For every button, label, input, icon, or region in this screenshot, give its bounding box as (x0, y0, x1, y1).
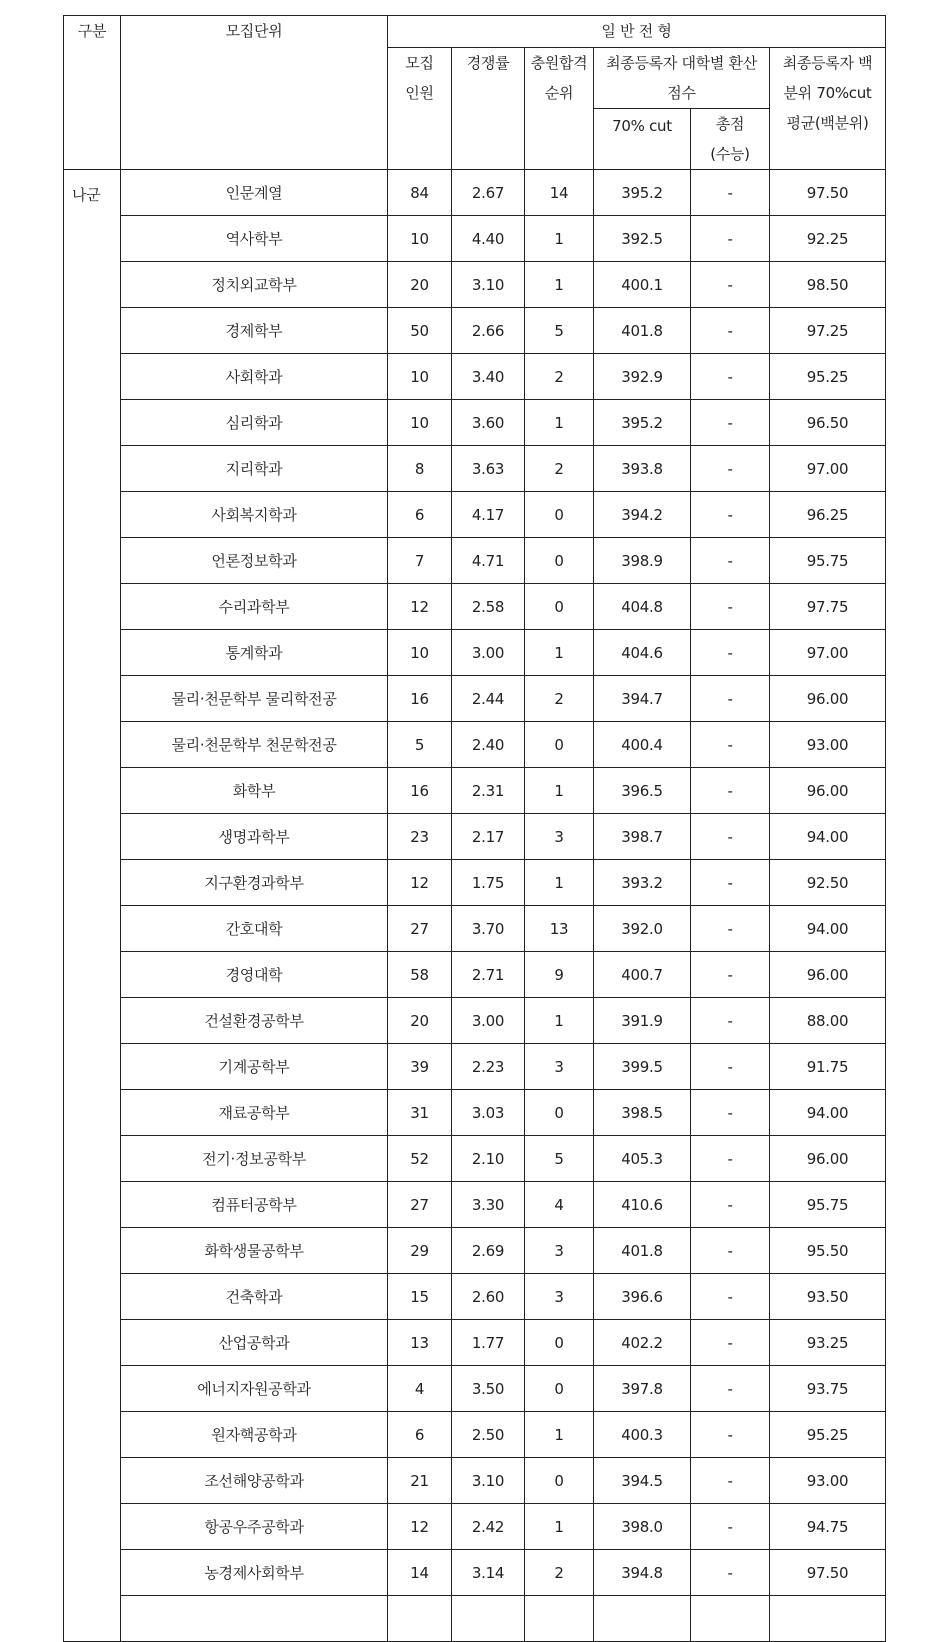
cell-percentile: 94.00 (770, 1090, 886, 1136)
cell-score-cut70: 410.6 (594, 1182, 691, 1228)
cell-percentile: 95.75 (770, 1182, 886, 1228)
cell-empty (594, 1596, 691, 1642)
cell-score-total: - (691, 216, 770, 262)
cell-empty (452, 1596, 525, 1642)
cell-rank: 3 (525, 814, 594, 860)
cell-score-total: - (691, 814, 770, 860)
cell-score-cut70: 394.8 (594, 1550, 691, 1596)
cell-ratio: 4.17 (452, 492, 525, 538)
cell-score-cut70: 398.7 (594, 814, 691, 860)
table-row (64, 1320, 886, 1366)
cell-score-total: - (691, 1366, 770, 1412)
cell-quota: 52 (388, 1136, 452, 1182)
cell-percentile: 97.50 (770, 1550, 886, 1596)
table-row (64, 1044, 886, 1090)
header-rank: 충원합격 순위 (525, 48, 594, 170)
cell-unit: 전기·정보공학부 (121, 1136, 388, 1182)
cell-unit: 에너지자원공학과 (121, 1366, 388, 1412)
cell-ratio: 2.31 (452, 768, 525, 814)
cell-percentile: 95.25 (770, 354, 886, 400)
header-total: 총점 (수능) (691, 109, 770, 170)
table-row (64, 630, 886, 676)
cell-score-cut70: 391.9 (594, 998, 691, 1044)
cell-score-cut70: 394.7 (594, 676, 691, 722)
table-row (64, 216, 886, 262)
table-row (64, 1274, 886, 1320)
table-row (64, 998, 886, 1044)
cell-unit: 재료공학부 (121, 1090, 388, 1136)
cell-rank: 0 (525, 1458, 594, 1504)
cell-score-total: - (691, 538, 770, 584)
table-row (64, 1504, 886, 1550)
cell-unit: 간호대학 (121, 906, 388, 952)
cell-unit: 사회학과 (121, 354, 388, 400)
cell-rank: 1 (525, 768, 594, 814)
cell-rank: 1 (525, 998, 594, 1044)
cell-percentile: 93.00 (770, 1458, 886, 1504)
cell-unit: 경제학부 (121, 308, 388, 354)
header-general: 일 반 전 형 (388, 16, 886, 48)
cell-rank: 2 (525, 354, 594, 400)
cell-percentile: 95.50 (770, 1228, 886, 1274)
cell-rank: 13 (525, 906, 594, 952)
cell-quota: 84 (388, 170, 452, 216)
cell-score-cut70: 393.8 (594, 446, 691, 492)
cell-unit: 산업공학과 (121, 1320, 388, 1366)
cell-percentile: 97.50 (770, 170, 886, 216)
cell-quota: 10 (388, 216, 452, 262)
cell-rank: 9 (525, 952, 594, 998)
header-quota: 모집 인원 (388, 48, 452, 170)
cell-score-total: - (691, 1044, 770, 1090)
cell-unit: 지구환경과학부 (121, 860, 388, 906)
cell-unit: 건축학과 (121, 1274, 388, 1320)
cell-score-total: - (691, 860, 770, 906)
cell-percentile: 93.00 (770, 722, 886, 768)
cell-rank: 0 (525, 1090, 594, 1136)
cell-quota: 8 (388, 446, 452, 492)
cell-score-total: - (691, 1320, 770, 1366)
cell-score-total: - (691, 1228, 770, 1274)
table-row (64, 1458, 886, 1504)
cell-ratio: 2.69 (452, 1228, 525, 1274)
cell-rank: 3 (525, 1044, 594, 1090)
cell-percentile: 94.00 (770, 814, 886, 860)
admission-results-table (63, 15, 886, 1642)
table-row (64, 906, 886, 952)
cell-ratio: 2.17 (452, 814, 525, 860)
cell-rank: 0 (525, 1320, 594, 1366)
cell-quota: 16 (388, 768, 452, 814)
cell-empty (691, 1596, 770, 1642)
cell-ratio: 3.70 (452, 906, 525, 952)
cell-rank: 2 (525, 1550, 594, 1596)
cell-score-cut70: 392.0 (594, 906, 691, 952)
cell-quota: 20 (388, 262, 452, 308)
cell-quota: 31 (388, 1090, 452, 1136)
cell-rank: 1 (525, 1412, 594, 1458)
cell-ratio: 3.10 (452, 1458, 525, 1504)
cell-percentile: 96.00 (770, 952, 886, 998)
cell-ratio: 2.66 (452, 308, 525, 354)
cell-rank: 1 (525, 860, 594, 906)
cell-ratio: 3.00 (452, 998, 525, 1044)
cell-quota: 12 (388, 1504, 452, 1550)
cell-score-total: - (691, 906, 770, 952)
cell-quota: 5 (388, 722, 452, 768)
cell-rank: 0 (525, 538, 594, 584)
cell-unit: 경영대학 (121, 952, 388, 998)
cell-score-total: - (691, 998, 770, 1044)
cell-score-total: - (691, 1090, 770, 1136)
cell-percentile: 96.25 (770, 492, 886, 538)
table-row (64, 1366, 886, 1412)
cell-unit: 사회복지학과 (121, 492, 388, 538)
cell-ratio: 2.71 (452, 952, 525, 998)
cell-percentile: 97.00 (770, 446, 886, 492)
cell-score-cut70: 399.5 (594, 1044, 691, 1090)
cell-quota: 4 (388, 1366, 452, 1412)
header-unit: 모집단위 (121, 16, 388, 170)
cell-score-cut70: 401.8 (594, 308, 691, 354)
cell-unit: 물리·천문학부 천문학전공 (121, 722, 388, 768)
cell-empty (525, 1596, 594, 1642)
cell-percentile: 88.00 (770, 998, 886, 1044)
cell-score-cut70: 396.5 (594, 768, 691, 814)
cell-score-cut70: 392.5 (594, 216, 691, 262)
cell-score-total: - (691, 170, 770, 216)
cell-unit: 항공우주공학과 (121, 1504, 388, 1550)
cell-ratio: 3.00 (452, 630, 525, 676)
table-row (64, 492, 886, 538)
cell-percentile: 91.75 (770, 1044, 886, 1090)
cell-quota: 23 (388, 814, 452, 860)
cell-score-total: - (691, 354, 770, 400)
cell-quota: 14 (388, 1550, 452, 1596)
cell-quota: 27 (388, 906, 452, 952)
cell-empty (770, 1596, 886, 1642)
cell-ratio: 4.71 (452, 538, 525, 584)
cell-ratio: 1.75 (452, 860, 525, 906)
cell-ratio: 3.10 (452, 262, 525, 308)
cell-score-cut70: 392.9 (594, 354, 691, 400)
cell-quota: 7 (388, 538, 452, 584)
cell-percentile: 93.50 (770, 1274, 886, 1320)
cell-score-cut70: 398.0 (594, 1504, 691, 1550)
cell-score-total: - (691, 1458, 770, 1504)
cell-unit: 수리과학부 (121, 584, 388, 630)
cell-unit: 지리학과 (121, 446, 388, 492)
table-row (64, 584, 886, 630)
cell-ratio: 2.44 (452, 676, 525, 722)
cell-percentile: 97.00 (770, 630, 886, 676)
cell-quota: 50 (388, 308, 452, 354)
header-cut70: 70% cut (594, 109, 691, 170)
cell-percentile: 93.75 (770, 1366, 886, 1412)
cell-unit: 언론정보학과 (121, 538, 388, 584)
cell-score-cut70: 404.6 (594, 630, 691, 676)
cell-score-total: - (691, 584, 770, 630)
cell-ratio: 2.40 (452, 722, 525, 768)
cell-unit: 농경제사회학부 (121, 1550, 388, 1596)
cell-rank: 0 (525, 584, 594, 630)
cell-quota: 29 (388, 1228, 452, 1274)
table-row (64, 1228, 886, 1274)
cell-score-total: - (691, 446, 770, 492)
cell-score-cut70: 395.2 (594, 400, 691, 446)
cell-score-cut70: 397.8 (594, 1366, 691, 1412)
cell-score-total: - (691, 1136, 770, 1182)
cell-ratio: 3.63 (452, 446, 525, 492)
table-row (64, 354, 886, 400)
cell-quota: 15 (388, 1274, 452, 1320)
cell-percentile: 94.00 (770, 906, 886, 952)
cell-score-total: - (691, 722, 770, 768)
cell-rank: 3 (525, 1228, 594, 1274)
cell-percentile: 94.75 (770, 1504, 886, 1550)
table-row (64, 1182, 886, 1228)
cell-quota: 12 (388, 860, 452, 906)
cell-unit: 화학생물공학부 (121, 1228, 388, 1274)
cell-rank: 1 (525, 630, 594, 676)
cell-percentile: 92.25 (770, 216, 886, 262)
cell-ratio: 1.77 (452, 1320, 525, 1366)
cell-unit: 심리학과 (121, 400, 388, 446)
cell-percentile: 92.50 (770, 860, 886, 906)
cell-quota: 10 (388, 354, 452, 400)
cell-score-cut70: 401.8 (594, 1228, 691, 1274)
cell-rank: 2 (525, 446, 594, 492)
table-row (64, 768, 886, 814)
cell-ratio: 4.40 (452, 216, 525, 262)
table-row (64, 814, 886, 860)
cell-quota: 10 (388, 630, 452, 676)
cell-score-cut70: 396.6 (594, 1274, 691, 1320)
cell-unit: 건설환경공학부 (121, 998, 388, 1044)
cell-rank: 5 (525, 1136, 594, 1182)
cell-score-total: - (691, 308, 770, 354)
cell-empty (121, 1596, 388, 1642)
cell-percentile: 97.75 (770, 584, 886, 630)
cell-percentile: 96.00 (770, 1136, 886, 1182)
cell-rank: 1 (525, 1504, 594, 1550)
cell-ratio: 2.50 (452, 1412, 525, 1458)
cell-score-cut70: 404.8 (594, 584, 691, 630)
cell-quota: 20 (388, 998, 452, 1044)
table-row (64, 676, 886, 722)
cell-score-cut70: 400.1 (594, 262, 691, 308)
cell-percentile: 95.25 (770, 1412, 886, 1458)
cell-quota: 6 (388, 492, 452, 538)
cell-rank: 14 (525, 170, 594, 216)
cell-score-cut70: 394.5 (594, 1458, 691, 1504)
table-row (64, 1090, 886, 1136)
cell-ratio: 3.50 (452, 1366, 525, 1412)
cell-rank: 0 (525, 492, 594, 538)
cell-score-cut70: 400.7 (594, 952, 691, 998)
cell-unit: 정치외교학부 (121, 262, 388, 308)
cell-ratio: 2.42 (452, 1504, 525, 1550)
cell-rank: 4 (525, 1182, 594, 1228)
table-row (64, 400, 886, 446)
cell-unit: 원자핵공학과 (121, 1412, 388, 1458)
cell-score-cut70: 405.3 (594, 1136, 691, 1182)
cell-rank: 0 (525, 722, 594, 768)
cell-percentile: 95.75 (770, 538, 886, 584)
cell-score-total: - (691, 630, 770, 676)
table-row (64, 1136, 886, 1182)
cell-rank: 1 (525, 400, 594, 446)
cell-quota: 16 (388, 676, 452, 722)
header-percentile: 최종등록자 백 분위 70%cut 평균(백분위) (770, 48, 886, 170)
header-score: 최종등록자 대학별 환산 점수 (594, 48, 770, 109)
cell-quota: 39 (388, 1044, 452, 1090)
cell-rank: 1 (525, 262, 594, 308)
header-ratio: 경쟁률 (452, 48, 525, 170)
cell-score-total: - (691, 676, 770, 722)
cell-score-cut70: 398.5 (594, 1090, 691, 1136)
cell-percentile: 93.25 (770, 1320, 886, 1366)
cell-score-total: - (691, 952, 770, 998)
table-row (64, 1412, 886, 1458)
table-row (64, 170, 886, 216)
cell-ratio: 2.58 (452, 584, 525, 630)
cell-score-cut70: 393.2 (594, 860, 691, 906)
cell-ratio: 3.03 (452, 1090, 525, 1136)
table-row (64, 538, 886, 584)
cell-unit: 생명과학부 (121, 814, 388, 860)
cell-score-total: - (691, 400, 770, 446)
cell-ratio: 2.10 (452, 1136, 525, 1182)
cell-unit: 인문계열 (121, 170, 388, 216)
table-row (64, 722, 886, 768)
cell-ratio: 2.23 (452, 1044, 525, 1090)
cell-ratio: 3.30 (452, 1182, 525, 1228)
table-row (64, 446, 886, 492)
cell-ratio: 2.60 (452, 1274, 525, 1320)
header-group: 구분 (64, 16, 121, 170)
cell-quota: 6 (388, 1412, 452, 1458)
table-row (64, 952, 886, 998)
cell-score-cut70: 394.2 (594, 492, 691, 538)
cell-quota: 21 (388, 1458, 452, 1504)
cell-score-total: - (691, 1412, 770, 1458)
group-cell: 나군 (64, 170, 121, 1642)
cell-quota: 12 (388, 584, 452, 630)
cell-rank: 0 (525, 1366, 594, 1412)
cell-unit: 물리·천문학부 물리학전공 (121, 676, 388, 722)
cell-unit: 역사학부 (121, 216, 388, 262)
cell-unit: 조선해양공학과 (121, 1458, 388, 1504)
cell-score-total: - (691, 1504, 770, 1550)
cell-ratio: 3.60 (452, 400, 525, 446)
cell-score-total: - (691, 1182, 770, 1228)
cell-ratio: 3.40 (452, 354, 525, 400)
cell-score-cut70: 395.2 (594, 170, 691, 216)
table-row (64, 1550, 886, 1596)
cell-percentile: 96.50 (770, 400, 886, 446)
table-row-next (64, 1596, 886, 1642)
cell-score-total: - (691, 1274, 770, 1320)
cell-ratio: 3.14 (452, 1550, 525, 1596)
cell-score-cut70: 398.9 (594, 538, 691, 584)
cell-quota: 27 (388, 1182, 452, 1228)
cell-percentile: 96.00 (770, 676, 886, 722)
table-row (64, 308, 886, 354)
cell-score-total: - (691, 492, 770, 538)
cell-ratio: 2.67 (452, 170, 525, 216)
cell-rank: 2 (525, 676, 594, 722)
cell-unit: 화학부 (121, 768, 388, 814)
cell-unit: 컴퓨터공학부 (121, 1182, 388, 1228)
cell-score-cut70: 400.3 (594, 1412, 691, 1458)
cell-score-total: - (691, 768, 770, 814)
cell-quota: 13 (388, 1320, 452, 1366)
cell-percentile: 96.00 (770, 768, 886, 814)
cell-quota: 10 (388, 400, 452, 446)
table-row (64, 262, 886, 308)
cell-score-cut70: 400.4 (594, 722, 691, 768)
cell-rank: 1 (525, 216, 594, 262)
cell-unit: 기계공학부 (121, 1044, 388, 1090)
cell-percentile: 98.50 (770, 262, 886, 308)
cell-rank: 5 (525, 308, 594, 354)
cell-score-total: - (691, 262, 770, 308)
cell-quota: 58 (388, 952, 452, 998)
cell-empty (388, 1596, 452, 1642)
table-row (64, 860, 886, 906)
cell-percentile: 97.25 (770, 308, 886, 354)
cell-score-cut70: 402.2 (594, 1320, 691, 1366)
cell-rank: 3 (525, 1274, 594, 1320)
cell-score-total: - (691, 1550, 770, 1596)
cell-unit: 통계학과 (121, 630, 388, 676)
